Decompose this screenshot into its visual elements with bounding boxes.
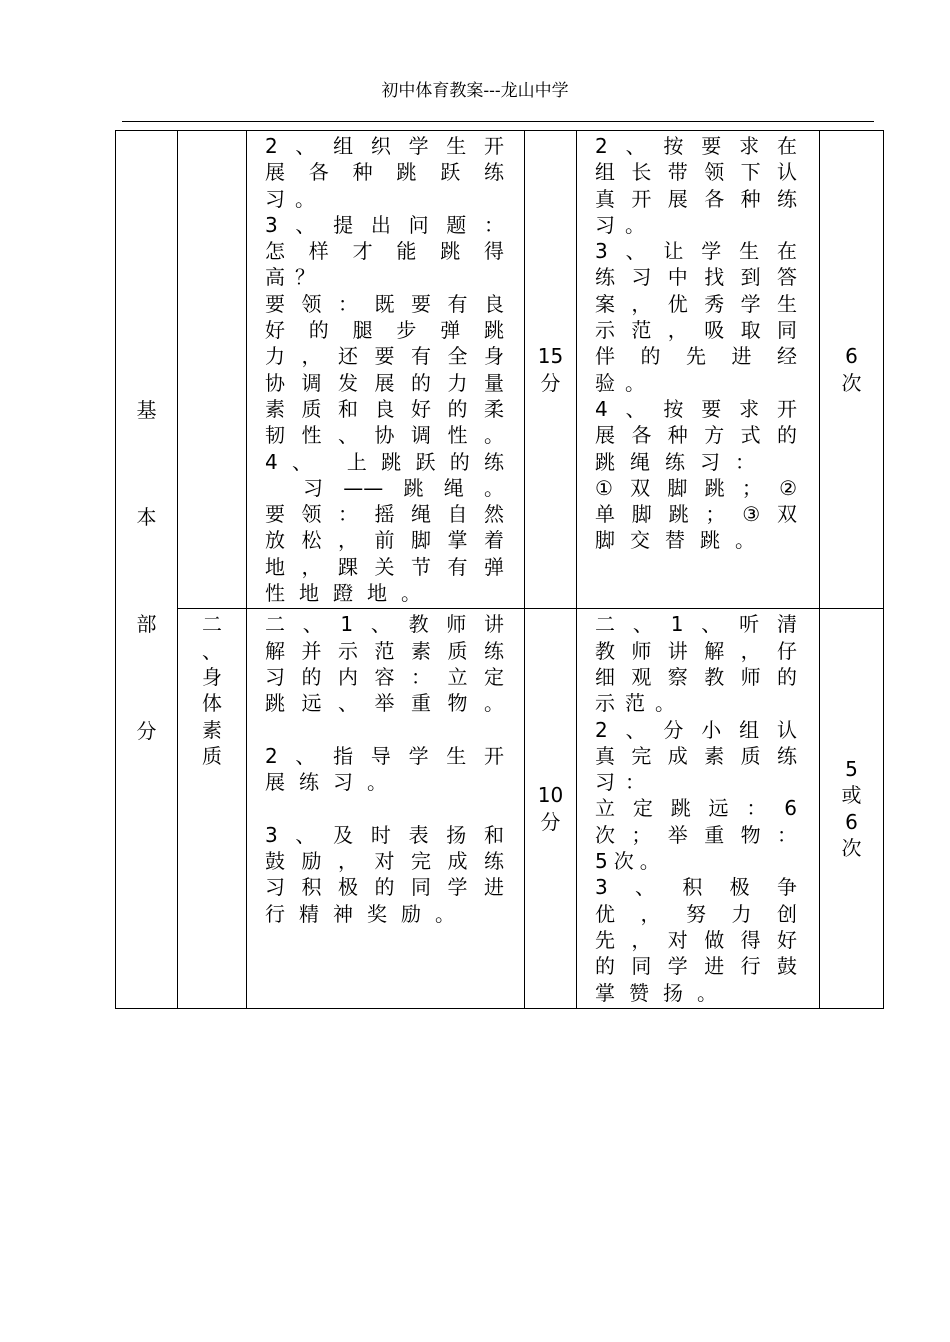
section-char: 基: [136, 398, 157, 423]
text-line: 教师讲解，仔: [595, 638, 797, 663]
time-cell: [525, 131, 577, 609]
item-char: 身: [202, 664, 222, 689]
item-char: 体: [202, 691, 222, 716]
section-label-cell: [116, 131, 178, 1009]
text-line: 好的腿步弹跳: [265, 318, 504, 343]
header-rule: [122, 121, 874, 122]
time-unit: 分: [540, 370, 561, 395]
text-line: 展练习。: [265, 770, 401, 795]
text-line: 2、按要求在: [595, 134, 797, 158]
teacher-activity-cell: [247, 131, 525, 609]
count-unit: 或: [841, 783, 862, 808]
text-line: 地，踝关节有弹: [265, 554, 504, 579]
text-line: 跳绳练习：: [595, 449, 770, 474]
text-line: 3、让学生在: [595, 239, 797, 264]
text-line: 案，优秀学生: [595, 291, 797, 316]
text-line: 次；举重物：: [595, 822, 797, 847]
text-line: 要领：既要有良: [265, 291, 504, 316]
text-line: 单脚跳；③双: [595, 502, 797, 527]
count-unit: 次: [841, 835, 862, 860]
student-activity-cell: [577, 609, 820, 1008]
text-line: 细观察教师的: [595, 664, 797, 689]
text-line: 优，努力创: [595, 901, 797, 926]
section-char: 分: [136, 719, 157, 744]
section-char: 部: [136, 612, 157, 637]
time-cell: [525, 609, 577, 1008]
text-line: 立定跳远：6: [595, 796, 797, 821]
count-cell: [820, 609, 884, 1008]
text-line: 韧性、协调性。: [265, 423, 504, 448]
time-value: 15: [537, 344, 564, 369]
count-unit: 次: [841, 370, 862, 395]
text-line: 二、1、教师讲: [265, 612, 504, 637]
time-value: 10: [537, 783, 564, 808]
text-line: 掌赞扬。: [595, 980, 731, 1005]
text-line: 习积极的同学进: [265, 875, 504, 900]
text-line: 3、积极争: [595, 875, 797, 900]
text-line: 先，对做得好: [595, 927, 797, 952]
text-line: 力，还要有全身: [265, 344, 504, 369]
text-line: 二、1、听清: [595, 612, 797, 637]
lesson-plan-table: [115, 130, 884, 1009]
text-line: [265, 795, 504, 821]
student-activity-cell: [577, 131, 820, 609]
text-line: 怎样才能跳得: [265, 239, 504, 264]
text-line: 习——跳绳。: [303, 475, 504, 500]
text-line: 协调发展的力量: [265, 370, 504, 395]
text-line: 习。: [265, 186, 325, 211]
text-line: 放松，前脚掌着: [265, 528, 504, 553]
count-value: 5: [845, 756, 858, 781]
text-line: 习的内容：立定: [265, 664, 504, 689]
text-line: 示范，吸取同: [595, 318, 797, 343]
item-cell: [178, 609, 247, 1008]
time-unit: 分: [540, 809, 561, 834]
text-line: 脚交替跳。: [595, 528, 770, 553]
text-line: ①双脚跳；②: [595, 475, 797, 500]
item-char: 质: [202, 743, 222, 768]
text-line: 3、提出问题：: [265, 212, 504, 237]
text-line: 跳远、举重物。: [265, 691, 504, 716]
page-header-title: 初中体育教案---龙山中学: [381, 81, 569, 101]
text-line: 2、组织学生开: [265, 134, 504, 158]
text-line: 4、 上跳跃的练: [265, 449, 504, 474]
text-line: 4、按要求开: [595, 396, 797, 421]
table-row: [116, 609, 884, 1008]
text-line: 习。: [595, 212, 655, 237]
text-line: 5次。: [595, 849, 666, 874]
text-line: 的同学进行鼓: [595, 954, 797, 979]
text-line: 鼓励，对完成练: [265, 849, 504, 874]
text-line: 示范。: [595, 691, 685, 716]
table-row: [116, 131, 884, 609]
text-line: [265, 717, 504, 743]
text-line: 展各种方式的: [595, 423, 797, 448]
text-line: 素质和良好的柔: [265, 396, 504, 421]
text-line: 要领：摇绳自然: [265, 502, 504, 527]
item-char: 、: [202, 638, 222, 663]
text-line: 展各种跳跃练: [265, 160, 504, 185]
item-cell: [178, 131, 247, 609]
text-line: 性地蹬地。: [265, 581, 435, 606]
text-line: 2、指导学生开: [265, 743, 504, 768]
text-line: 真开展各种练: [595, 186, 797, 211]
text-line: 伴的先进经: [595, 344, 797, 369]
count-cell: [820, 131, 884, 609]
item-char: 素: [202, 717, 222, 742]
text-line: 高？: [265, 265, 325, 290]
text-line: 练习中找到答: [595, 265, 797, 290]
text-line: 验。: [595, 370, 655, 395]
text-line: 解并示范素质练: [265, 638, 504, 663]
count-value: 6: [845, 809, 858, 834]
item-char: 二: [202, 612, 222, 637]
text-line: 行精神奖励。: [265, 901, 469, 926]
text-line: 2、分小组认: [595, 717, 797, 742]
count-value: 6: [845, 344, 858, 369]
section-char: 本: [136, 505, 157, 530]
text-line: 3、及时表扬和: [265, 822, 504, 847]
text-line: 真完成素质练: [595, 743, 797, 768]
text-line: 习：: [595, 770, 655, 795]
text-line: 组长带领下认: [595, 160, 797, 185]
teacher-activity-cell: [247, 609, 525, 1008]
